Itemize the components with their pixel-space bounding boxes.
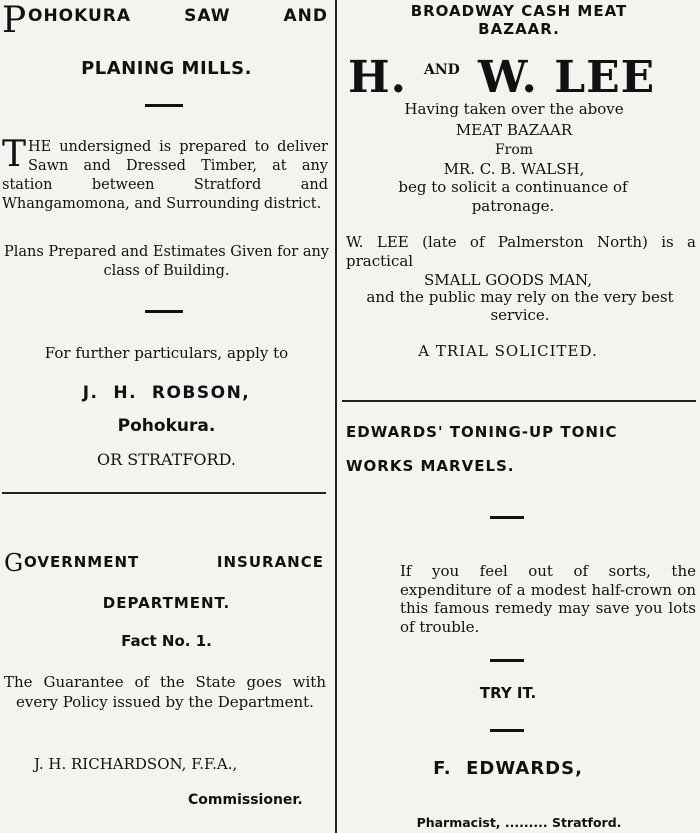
- meat-names-w: W. LEE: [478, 52, 656, 103]
- sawmill-place: Pohokura.: [117, 416, 216, 436]
- right-ad-divider: [342, 400, 696, 402]
- meat-names: [338, 52, 700, 102]
- meat-line-public: and the public may rely on the very best service.: [366, 288, 674, 324]
- insurance-headline: [2, 550, 328, 582]
- sawmill-dash-1: [145, 104, 183, 107]
- tonic-signature: Pharmacist, ......... Stratford.: [416, 815, 622, 830]
- insurance-headline-initial: G: [4, 549, 24, 577]
- sawmill-alt-place: OR STRATFORD.: [97, 450, 236, 469]
- meat-headline: BROADWAY CASH MEAT: [410, 2, 628, 20]
- insurance-body: The Guarantee of the State goes with every Policy issued by the Department.: [4, 673, 326, 711]
- column-divider: [335, 0, 337, 833]
- sawmill-headline-initial: P: [2, 0, 27, 41]
- tonic-try-it: TRY IT.: [479, 684, 537, 702]
- meat-headline-line2: BAZAAR.: [478, 20, 560, 38]
- sawmill-plans: Plans Prepared and Estimates Given for any class of Building.: [4, 244, 329, 279]
- tonic-dash-2: [490, 659, 524, 662]
- insurance-title: Commissioner.: [188, 792, 303, 808]
- meat-names-h: H.: [348, 52, 407, 103]
- insurance-headline-text: OVERNMENT INSURANCE: [24, 553, 324, 571]
- sawmill-body: [2, 134, 328, 214]
- sawmill-subheadline: PLANING MILLS.: [81, 58, 252, 79]
- meat-line-walsh: MR. C. B. WALSH,: [443, 160, 585, 178]
- sawmill-name: J. H. ROBSON,: [82, 383, 251, 403]
- tonic-dash-3: [490, 729, 524, 732]
- sawmill-apply: For further particulars, apply to: [44, 344, 289, 362]
- sawmill-dash-2: [145, 310, 183, 313]
- sawmill-body-text: HE undersigned is prepared to deliver Sawn and Dressed Timber, at any station between Stratford and Whangamomona, and Surrounding district.: [2, 139, 328, 212]
- meat-line-smallgoods: SMALL GOODS MAN,: [424, 271, 592, 289]
- insurance-signatory: J. H. RICHARDSON, F.F.A.,: [34, 755, 238, 773]
- tonic-name: F. EDWARDS,: [433, 758, 583, 779]
- left-ad-divider: [2, 492, 326, 494]
- meat-trial: A TRIAL SOLICITED.: [418, 342, 598, 360]
- meat-names-and: AND: [424, 62, 460, 78]
- meat-line-from: From: [494, 142, 534, 158]
- meat-line-solicit: beg to solicit a continuance of patronage.: [398, 178, 628, 215]
- tonic-dash-1: [490, 516, 524, 519]
- sawmill-body-initial: T: [2, 134, 27, 175]
- sawmill-headline-text: OHOKURA SAW AND: [28, 6, 328, 26]
- insurance-subheadline: DEPARTMENT.: [102, 594, 231, 612]
- tonic-body: If you feel out of sorts, the expenditure of a modest half-crown on this famous remedy may save you lots of trouble.: [400, 562, 696, 636]
- tonic-headline: EDWARDS' TONING-UP TONIC: [346, 423, 618, 441]
- meat-line-taken: Having taken over the above: [404, 100, 624, 118]
- meat-line-bazaar: MEAT BAZAAR: [455, 121, 573, 139]
- tonic-headline-line2: WORKS MARVELS.: [346, 457, 515, 475]
- insurance-fact: Fact No. 1.: [121, 632, 212, 650]
- sawmill-headline: [2, 2, 328, 42]
- meat-line-wlee: W. LEE (late of Palmerston North) is a practical: [346, 233, 696, 270]
